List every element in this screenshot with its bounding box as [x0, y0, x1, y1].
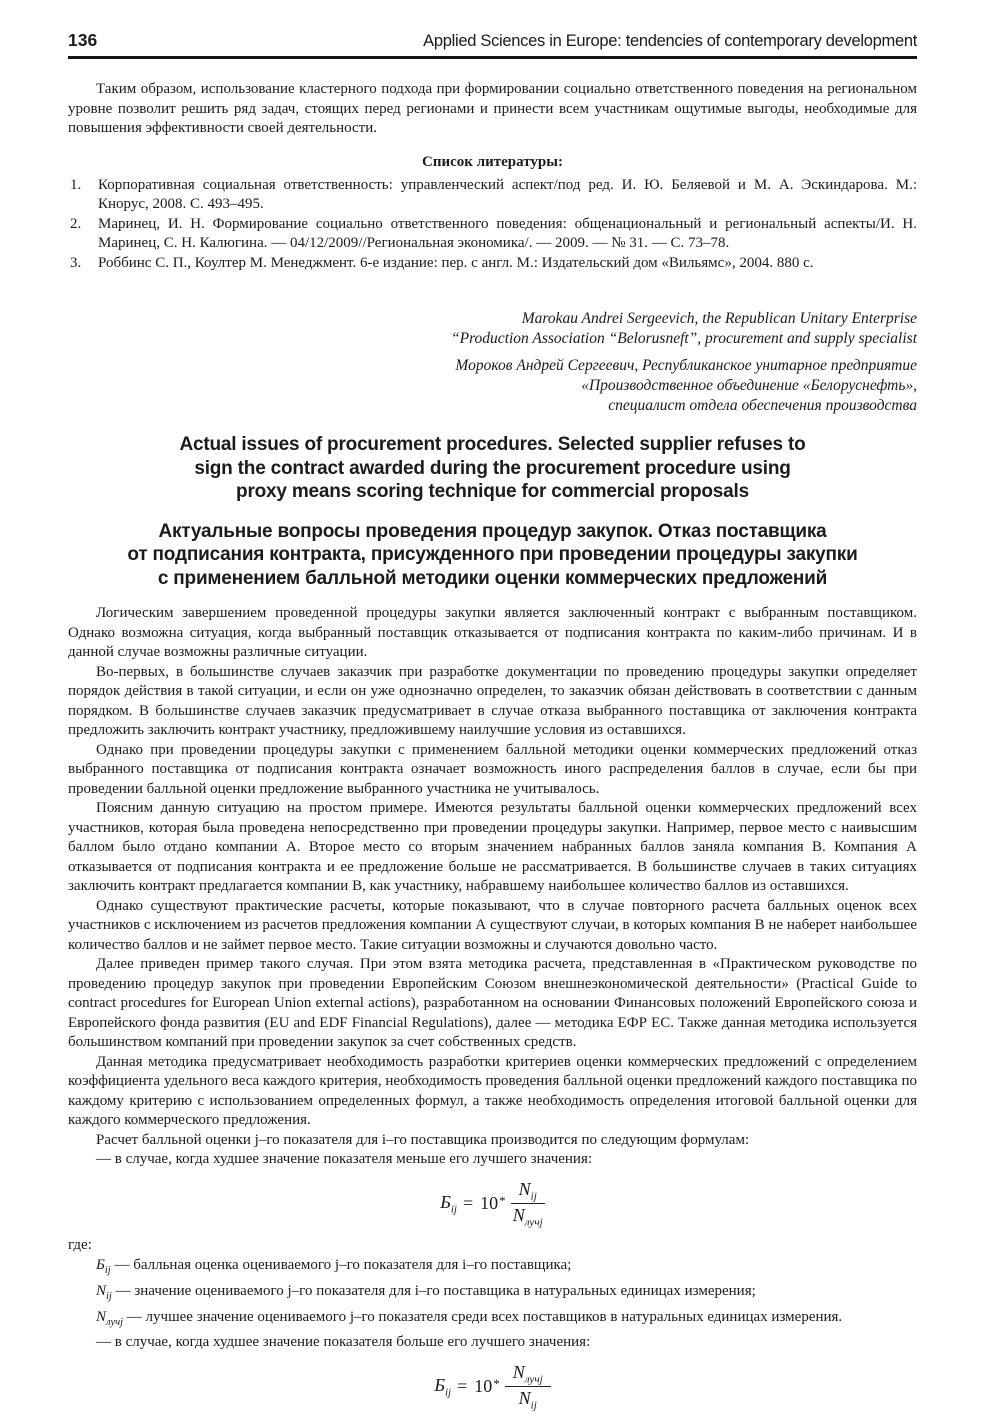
reference-item [68, 254, 917, 274]
fraction [505, 1362, 551, 1412]
fraction [511, 1179, 545, 1229]
definition-item [68, 1307, 917, 1333]
references-list [68, 176, 917, 274]
title-line: Актуальные вопросы проведения процедур закупок. Отказ поставщика [158, 520, 827, 542]
definition-item [68, 1255, 917, 1281]
author-line: Marokau Andrei Sergeevich, the Republican Unitary Enterprise [521, 310, 917, 327]
author-line: специалист отдела обеспечения производства [608, 397, 917, 414]
author-line: Мороков Андрей Сергеевич, Республиканское унитарное предприятие [455, 357, 917, 374]
reference-number: 1. [70, 176, 82, 193]
definition-text: — значение оцениваемого j–го показателя для i–го поставщика в натуральных единицах измерения; [115, 1283, 756, 1300]
author-affiliation-en [68, 309, 917, 349]
body-paragraph: Данная методика предусматривает необходимость разработки критериев оценки коммерческих предложений с определением коэффициента удельного веса каждого критерия, необходимость проведения балльной оценки предложений каждого поставщика по каждому критерию с использованием определенных формул, а также необходимость определения итоговой балльной оценки для каждого коммерческого предложения. [68, 1053, 917, 1128]
body-paragraph: Поясним данную ситуацию на простом примере. Имеются результаты балльной оценки коммерческих предложений всех участников, которая была проведена непосредственно при проведении процедуры закупки. Например, первое место с наивысшим баллом было отдано компании А. Второе место со вторым значением набранных баллов заняла компания В. Компания А отказывается от подписания контракта и ее предложение больше не рассматривается. В большинстве случаев в таких ситуациях заключить контракт предлагается компании В, как участнику, набравшему наибольшее количество баллов из оставшихся. [68, 800, 917, 894]
asterisk-operator: * [499, 1193, 506, 1209]
running-head [68, 30, 917, 59]
fraction-denominator: $N_{лучj}$ [512, 1205, 543, 1229]
formula-lhs: $Б_{ij}$ [440, 1191, 457, 1216]
reference-number: 3. [70, 254, 82, 271]
definition-symbol: $N_{ij}$ [96, 1283, 112, 1303]
reference-text: Маринец, И. Н. Формирование социально ответственного поведения: общенациональный и региональный аспекты/И. Н. Маринец, С. Н. Калюгина. — 04/12/2009//Региональная экономика/. — 2009. — № 31. — С. 73–78. [98, 215, 917, 251]
coefficient: 10* [474, 1376, 500, 1397]
body-paragraph: Логическим завершением проведенной процедуры закупки является заключенный контракт с выбранным поставщиком. Однако возможна ситуация, когда выбранный поставщик отказывается от подписания контракта по каким-либо причинам. И в данной случае возможны различные ситуации. [68, 605, 917, 660]
fraction-numerator: $N_{лучj}$ [505, 1362, 551, 1388]
reference-number: 2. [70, 215, 82, 232]
body-paragraph: Далее приведен пример такого случая. При этом взята методика расчета, представленная в «Практическом руководстве по проведению процедур закупок при проведении Европейским Союзом внешнеэкономической деятельности» (Practical Guide to contract procedures for European Union external actions), разработанном на основании Финансовых положений Европейского союза и Европейского фонда развития (EU and EDF Financial Regulations), далее — методика ЕФР ЕС. Также данная методика используется большинством компаний при проведении закупок за счет собственных средств. [68, 956, 917, 1050]
body-paragraph: Однако существуют практические расчеты, которые показывают, что в случае повторного расчета балльных оценок всех участников с исключением из расчетов предложения компании А существуют случаи, в которых компания В не наберет наибольшее количество баллов и не займет первое место. Такие ситуации возможны и случаются довольно часто. [68, 897, 917, 953]
authors-block [68, 309, 917, 416]
definition-item [68, 1281, 917, 1307]
reference-text: Роббинс С. П., Коултер М. Менеджмент. 6-е издание: пер. с англ. М.: Издательский дом «Вильямс», 2004. 880 с. [98, 254, 814, 271]
definition-text: — балльная оценка оцениваемого j–го показателя для i–го поставщика; [114, 1257, 572, 1274]
article-title-ru [68, 520, 917, 591]
journal-title: Applied Sciences in Europe: tendencies of contemporary development [423, 32, 917, 50]
author-affiliation-ru [68, 356, 917, 416]
body-paragraph: Однако при проведении процедуры закупки с применением балльной методики оценки коммерческих предложений отказ выбранного поставщика от подписания контракта означает возможность иного распределения баллов в случае, если бы при проведении балльной оценки предложение выбранного участника не учитывалось. [68, 741, 917, 797]
title-line: sign the contract awarded during the procurement procedure using [194, 457, 791, 479]
title-line: с применением балльной методики оценки коммерческих предложений [157, 567, 828, 589]
article-title-en [68, 433, 917, 504]
formula-1 [68, 1179, 917, 1229]
coefficient: 10* [480, 1193, 506, 1214]
reference-text: Корпоративная социальная ответственность: управленческий аспект/под ред. И. Ю. Беляевой и М. А. Эскиндарова. М.: Кнорус, 2008. С. 493–495. [98, 176, 917, 212]
where-label: где: [68, 1236, 92, 1253]
asterisk-operator: * [493, 1376, 500, 1392]
formula-2-expression [434, 1362, 550, 1412]
reference-item [68, 176, 917, 215]
fraction-numerator: $N_{ij}$ [511, 1179, 545, 1205]
title-line: proxy means scoring technique for commercial proposals [236, 481, 749, 502]
definition-symbol: $Б_{ij}$ [96, 1257, 111, 1277]
intro-paragraph: Таким образом, использование кластерного подхода при формировании социально ответственного поведения на региональном уровне позволит решить ряд задач, стоящих перед регионами и принести всем участникам ощутимые выгоды, необходимые для повышения эффективности своей деятельности. [68, 81, 917, 136]
formula-2 [68, 1362, 917, 1412]
definitions-list [68, 1255, 917, 1333]
body-paragraph: Во-первых, в большинстве случаев заказчик при разработке документации по проведению процедуры закупки определяет порядок действия в такой ситуации, и если он уже однозначно определен, то заказчик обязан действовать в соответствии с данным порядком. В большинстве случаев заказчик предусматривает в случае отказа выбранного поставщика от заключения контракта предложить заключить контракт участнику, предложившему наилучшие условия из оставшихся. [68, 663, 917, 738]
author-line: “Production Association “Belorusneft”, procurement and supply specialist [451, 330, 917, 347]
reference-item [68, 215, 917, 254]
case-2-line: — в случае, когда худшее значение показателя больше его лучшего значения: [96, 1334, 591, 1351]
references-heading: Список литературы: [422, 153, 563, 170]
body-paragraph: Расчет балльной оценки j–го показателя для i–го поставщика производится по следующим формулам: [96, 1131, 750, 1148]
formula-lhs: $Б_{ij}$ [434, 1374, 452, 1399]
definition-symbol: $N_{лучj}$ [96, 1309, 124, 1329]
equals-sign: = [457, 1376, 468, 1397]
title-line: Actual issues of procurement procedures. Selected supplier refuses to [179, 434, 806, 455]
definition-text: — лучшее значение оцениваемого j–го показателя среди всех поставщиков в натуральных единицах измерения. [126, 1309, 843, 1326]
page-number: 136 [68, 30, 98, 50]
article-body [68, 604, 917, 1170]
fraction-denominator: $N_{ij}$ [518, 1388, 537, 1412]
formula-1-expression [440, 1179, 545, 1229]
title-line: от подписания контракта, присужденного при проведении процедуры закупки [127, 544, 858, 565]
body-paragraph: — в случае, когда худшее значение показателя меньше его лучшего значения: [96, 1151, 593, 1167]
equals-sign: = [462, 1193, 474, 1214]
author-line: «Производственное объединение «Белоруснефть», [581, 377, 917, 394]
